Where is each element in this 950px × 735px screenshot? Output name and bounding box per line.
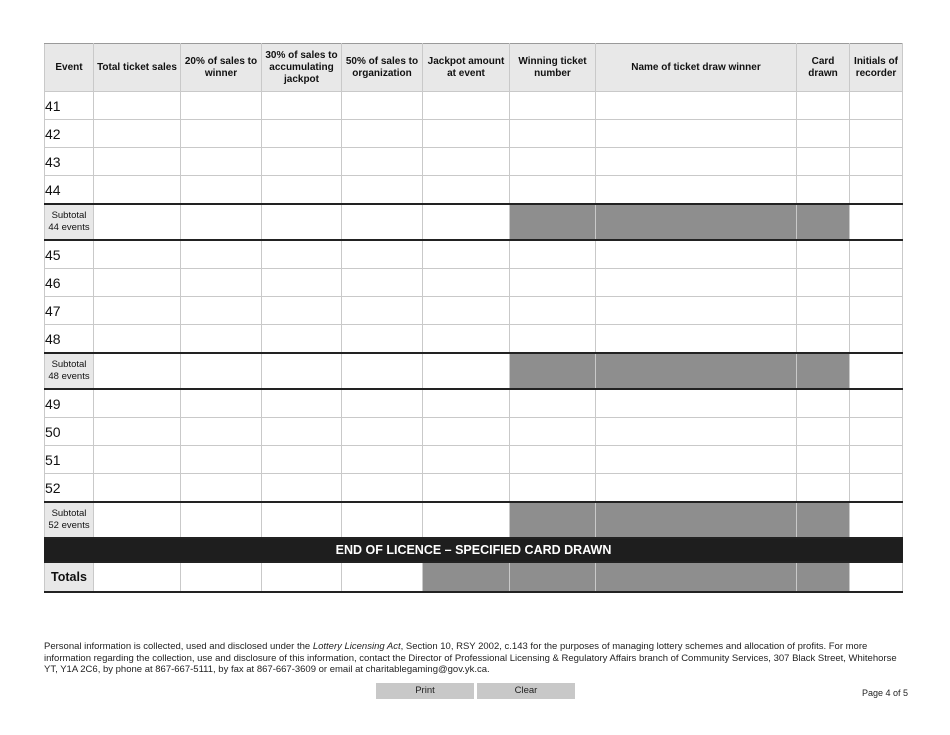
total-ticket-sales-cell[interactable] [94,92,181,120]
winner-share-cell[interactable] [181,446,262,474]
subtotal-recorder-initials-cell[interactable] [850,204,903,240]
table-row [45,418,903,446]
organization-share-cell[interactable] [342,92,423,120]
jackpot-share-cell[interactable] [262,474,342,503]
subtotal-organization-share-cell[interactable] [342,353,423,389]
winning-ticket-cell[interactable] [510,269,596,297]
winner-share-cell[interactable] [181,389,262,418]
subtotal-row [45,353,903,389]
totals-winner-share-cell[interactable] [181,562,262,592]
header-card-drawn: Card drawn [797,44,850,92]
event-number: 48 [45,325,94,354]
total-ticket-sales-cell[interactable] [94,240,181,269]
organization-share-cell[interactable] [342,240,423,269]
header-jackpot-amount: Jackpot amount at event [423,44,510,92]
jackpot-amount-cell[interactable] [423,92,510,120]
organization-share-cell[interactable] [342,297,423,325]
organization-share-cell[interactable] [342,176,423,205]
jackpot-share-cell[interactable] [262,269,342,297]
subtotal-jackpot-share-cell[interactable] [262,502,342,538]
organization-share-cell[interactable] [342,418,423,446]
jackpot-amount-cell[interactable] [423,240,510,269]
totals-total-ticket-sales-cell[interactable] [94,562,181,592]
jackpot-share-cell[interactable] [262,446,342,474]
table-row [45,389,903,418]
winner-share-cell[interactable] [181,297,262,325]
total-ticket-sales-cell[interactable] [94,269,181,297]
winning-ticket-cell[interactable] [510,474,596,503]
print-button[interactable]: Print [376,683,474,699]
subtotal-word: Subtotal [51,210,87,221]
event-number: 44 [45,176,94,205]
card-drawn-cell[interactable] [797,389,850,418]
card-drawn-cell[interactable] [797,120,850,148]
header-organization-share: 50% of sales to organization [342,44,423,92]
jackpot-share-cell[interactable] [262,297,342,325]
winning-ticket-cell[interactable] [510,148,596,176]
winning-ticket-cell[interactable] [510,446,596,474]
header-winner-share: 20% of sales to winner [181,44,262,92]
recorder-initials-cell[interactable] [850,297,903,325]
subtotal-recorder-initials-cell[interactable] [850,353,903,389]
table-row [45,474,903,503]
winning-ticket-cell[interactable] [510,240,596,269]
subtotal-winner-name-cell [596,502,797,538]
table-row [45,297,903,325]
winner-name-cell[interactable] [596,148,797,176]
subtotal-winner-share-cell[interactable] [181,502,262,538]
table-row [45,120,903,148]
subtotal-row [45,204,903,240]
subtotal-total-ticket-sales-cell[interactable] [94,204,181,240]
total-ticket-sales-cell[interactable] [94,120,181,148]
recorder-initials-cell[interactable] [850,240,903,269]
winner-name-cell[interactable] [596,92,797,120]
winner-name-cell[interactable] [596,446,797,474]
event-number: 46 [45,269,94,297]
totals-label: Totals [45,562,94,592]
privacy-notice-text-2: , Section 10, RSY 2002, c.143 for the purposes of managing lottery schemes and allocation of profits. For more information regarding the collection, use and disclosure of this information, contact the Director of Professional Licensing & Regulatory Affairs branch of Community Services, 307 Black Street, Whitehorse YT, Y1A 2C6, by phone at 867-667-5111, by fax at 867-667-3609 or email at charitablegaming@gov.yk.ca. [44,641,897,675]
jackpot-amount-cell[interactable] [423,325,510,354]
jackpot-share-cell[interactable] [262,418,342,446]
subtotal-count: 52 events [48,520,90,531]
totals-jackpot-amount-cell [423,562,510,592]
subtotal-winner-share-cell[interactable] [181,353,262,389]
subtotal-jackpot-amount-cell[interactable] [423,204,510,240]
act-name: Lottery Licensing Act [312,641,401,652]
jackpot-share-cell[interactable] [262,92,342,120]
total-ticket-sales-cell[interactable] [94,446,181,474]
subtotal-row [45,502,903,538]
end-of-licence-banner: END OF LICENCE – SPECIFIED CARD DRAWN [45,538,903,562]
recorder-initials-cell[interactable] [850,474,903,503]
card-drawn-cell[interactable] [797,269,850,297]
jackpot-amount-cell[interactable] [423,148,510,176]
organization-share-cell[interactable] [342,325,423,354]
jackpot-share-cell[interactable] [262,176,342,205]
totals-card-drawn-cell [797,562,850,592]
recorder-initials-cell[interactable] [850,446,903,474]
total-ticket-sales-cell[interactable] [94,474,181,503]
jackpot-amount-cell[interactable] [423,389,510,418]
winner-name-cell[interactable] [596,269,797,297]
totals-winning-ticket-cell [510,562,596,592]
winner-share-cell[interactable] [181,325,262,354]
card-drawn-cell[interactable] [797,446,850,474]
subtotal-winner-share-cell[interactable] [181,204,262,240]
subtotal-total-ticket-sales-cell[interactable] [94,353,181,389]
event-number: 47 [45,297,94,325]
clear-button[interactable]: Clear [477,683,575,699]
table-row [45,325,903,354]
jackpot-share-cell[interactable] [262,389,342,418]
jackpot-share-cell[interactable] [262,325,342,354]
subtotal-card-drawn-cell [797,204,850,240]
event-number: 41 [45,92,94,120]
total-ticket-sales-cell[interactable] [94,176,181,205]
jackpot-amount-cell[interactable] [423,269,510,297]
winning-ticket-cell[interactable] [510,418,596,446]
recorder-initials-cell[interactable] [850,148,903,176]
total-ticket-sales-cell[interactable] [94,325,181,354]
end-of-licence-row [45,538,903,562]
recorder-initials-cell[interactable] [850,418,903,446]
totals-recorder-initials-cell[interactable] [850,562,903,592]
winner-share-cell[interactable] [181,240,262,269]
recorder-initials-cell[interactable] [850,269,903,297]
subtotal-word: Subtotal [51,508,87,519]
subtotal-label [45,353,94,389]
winning-ticket-cell[interactable] [510,297,596,325]
table-row [45,176,903,205]
subtotal-label [45,204,94,240]
page-number: Page 4 of 5 [861,688,908,698]
winning-ticket-cell[interactable] [510,92,596,120]
winner-name-cell[interactable] [596,176,797,205]
organization-share-cell[interactable] [342,474,423,503]
jackpot-amount-cell[interactable] [423,297,510,325]
total-ticket-sales-cell[interactable] [94,148,181,176]
event-number: 50 [45,418,94,446]
event-number: 42 [45,120,94,148]
subtotal-winner-name-cell [596,204,797,240]
winner-name-cell[interactable] [596,240,797,269]
winning-ticket-cell[interactable] [510,325,596,354]
winner-share-cell[interactable] [181,269,262,297]
subtotal-winning-ticket-cell [510,502,596,538]
organization-share-cell[interactable] [342,446,423,474]
jackpot-share-cell[interactable] [262,240,342,269]
totals-winner-name-cell [596,562,797,592]
winner-name-cell[interactable] [596,120,797,148]
table-row [45,446,903,474]
card-drawn-cell[interactable] [797,418,850,446]
table-body [45,92,903,593]
totals-organization-share-cell[interactable] [342,562,423,592]
organization-share-cell[interactable] [342,120,423,148]
card-drawn-cell[interactable] [797,92,850,120]
subtotal-jackpot-share-cell[interactable] [262,353,342,389]
winner-name-cell[interactable] [596,297,797,325]
jackpot-amount-cell[interactable] [423,176,510,205]
winning-ticket-cell[interactable] [510,120,596,148]
subtotal-jackpot-amount-cell[interactable] [423,502,510,538]
card-drawn-cell[interactable] [797,325,850,354]
subtotal-card-drawn-cell [797,353,850,389]
winner-share-cell[interactable] [181,148,262,176]
event-number: 43 [45,148,94,176]
table-row [45,148,903,176]
winning-ticket-cell[interactable] [510,176,596,205]
totals-jackpot-share-cell[interactable] [262,562,342,592]
header-event: Event [45,44,94,92]
privacy-notice-text-1: Personal information is collected, used and disclosed under the [44,641,313,652]
winner-share-cell[interactable] [181,418,262,446]
subtotal-card-drawn-cell [797,502,850,538]
winner-share-cell[interactable] [181,474,262,503]
total-ticket-sales-cell[interactable] [94,418,181,446]
totals-row [45,562,903,592]
card-drawn-cell[interactable] [797,240,850,269]
subtotal-winning-ticket-cell [510,353,596,389]
winner-share-cell[interactable] [181,120,262,148]
total-ticket-sales-cell[interactable] [94,297,181,325]
table-row [45,269,903,297]
subtotal-total-ticket-sales-cell[interactable] [94,502,181,538]
lottery-log-table [44,43,903,593]
table-row [45,92,903,120]
header-winner-name: Name of ticket draw winner [596,44,797,92]
privacy-notice [44,641,904,676]
event-number: 51 [45,446,94,474]
subtotal-recorder-initials-cell[interactable] [850,502,903,538]
recorder-initials-cell[interactable] [850,389,903,418]
table-row [45,240,903,269]
winner-share-cell[interactable] [181,92,262,120]
header-winning-ticket: Winning ticket number [510,44,596,92]
subtotal-count: 48 events [48,371,90,382]
winner-name-cell[interactable] [596,418,797,446]
total-ticket-sales-cell[interactable] [94,389,181,418]
subtotal-label [45,502,94,538]
recorder-initials-cell[interactable] [850,176,903,205]
header-jackpot-share: 30% of sales to accumulating jackpot [262,44,342,92]
subtotal-word: Subtotal [51,359,87,370]
card-drawn-cell[interactable] [797,176,850,205]
winner-share-cell[interactable] [181,176,262,205]
subtotal-jackpot-amount-cell[interactable] [423,353,510,389]
subtotal-count: 44 events [48,222,90,233]
jackpot-amount-cell[interactable] [423,474,510,503]
event-number: 45 [45,240,94,269]
jackpot-amount-cell[interactable] [423,446,510,474]
winner-name-cell[interactable] [596,389,797,418]
event-number: 49 [45,389,94,418]
jackpot-amount-cell[interactable] [423,120,510,148]
subtotal-winner-name-cell [596,353,797,389]
subtotal-organization-share-cell[interactable] [342,502,423,538]
subtotal-jackpot-share-cell[interactable] [262,204,342,240]
event-number: 52 [45,474,94,503]
recorder-initials-cell[interactable] [850,92,903,120]
subtotal-winning-ticket-cell [510,204,596,240]
jackpot-share-cell[interactable] [262,148,342,176]
header-recorder-initials: Initials of recorder [850,44,903,92]
recorder-initials-cell[interactable] [850,120,903,148]
card-drawn-cell[interactable] [797,297,850,325]
subtotal-organization-share-cell[interactable] [342,204,423,240]
winning-ticket-cell[interactable] [510,389,596,418]
header-total-ticket-sales: Total ticket sales [94,44,181,92]
winner-name-cell[interactable] [596,325,797,354]
jackpot-amount-cell[interactable] [423,418,510,446]
card-drawn-cell[interactable] [797,148,850,176]
organization-share-cell[interactable] [342,269,423,297]
jackpot-share-cell[interactable] [262,120,342,148]
organization-share-cell[interactable] [342,148,423,176]
winner-name-cell[interactable] [596,474,797,503]
organization-share-cell[interactable] [342,389,423,418]
card-drawn-cell[interactable] [797,474,850,503]
recorder-initials-cell[interactable] [850,325,903,354]
